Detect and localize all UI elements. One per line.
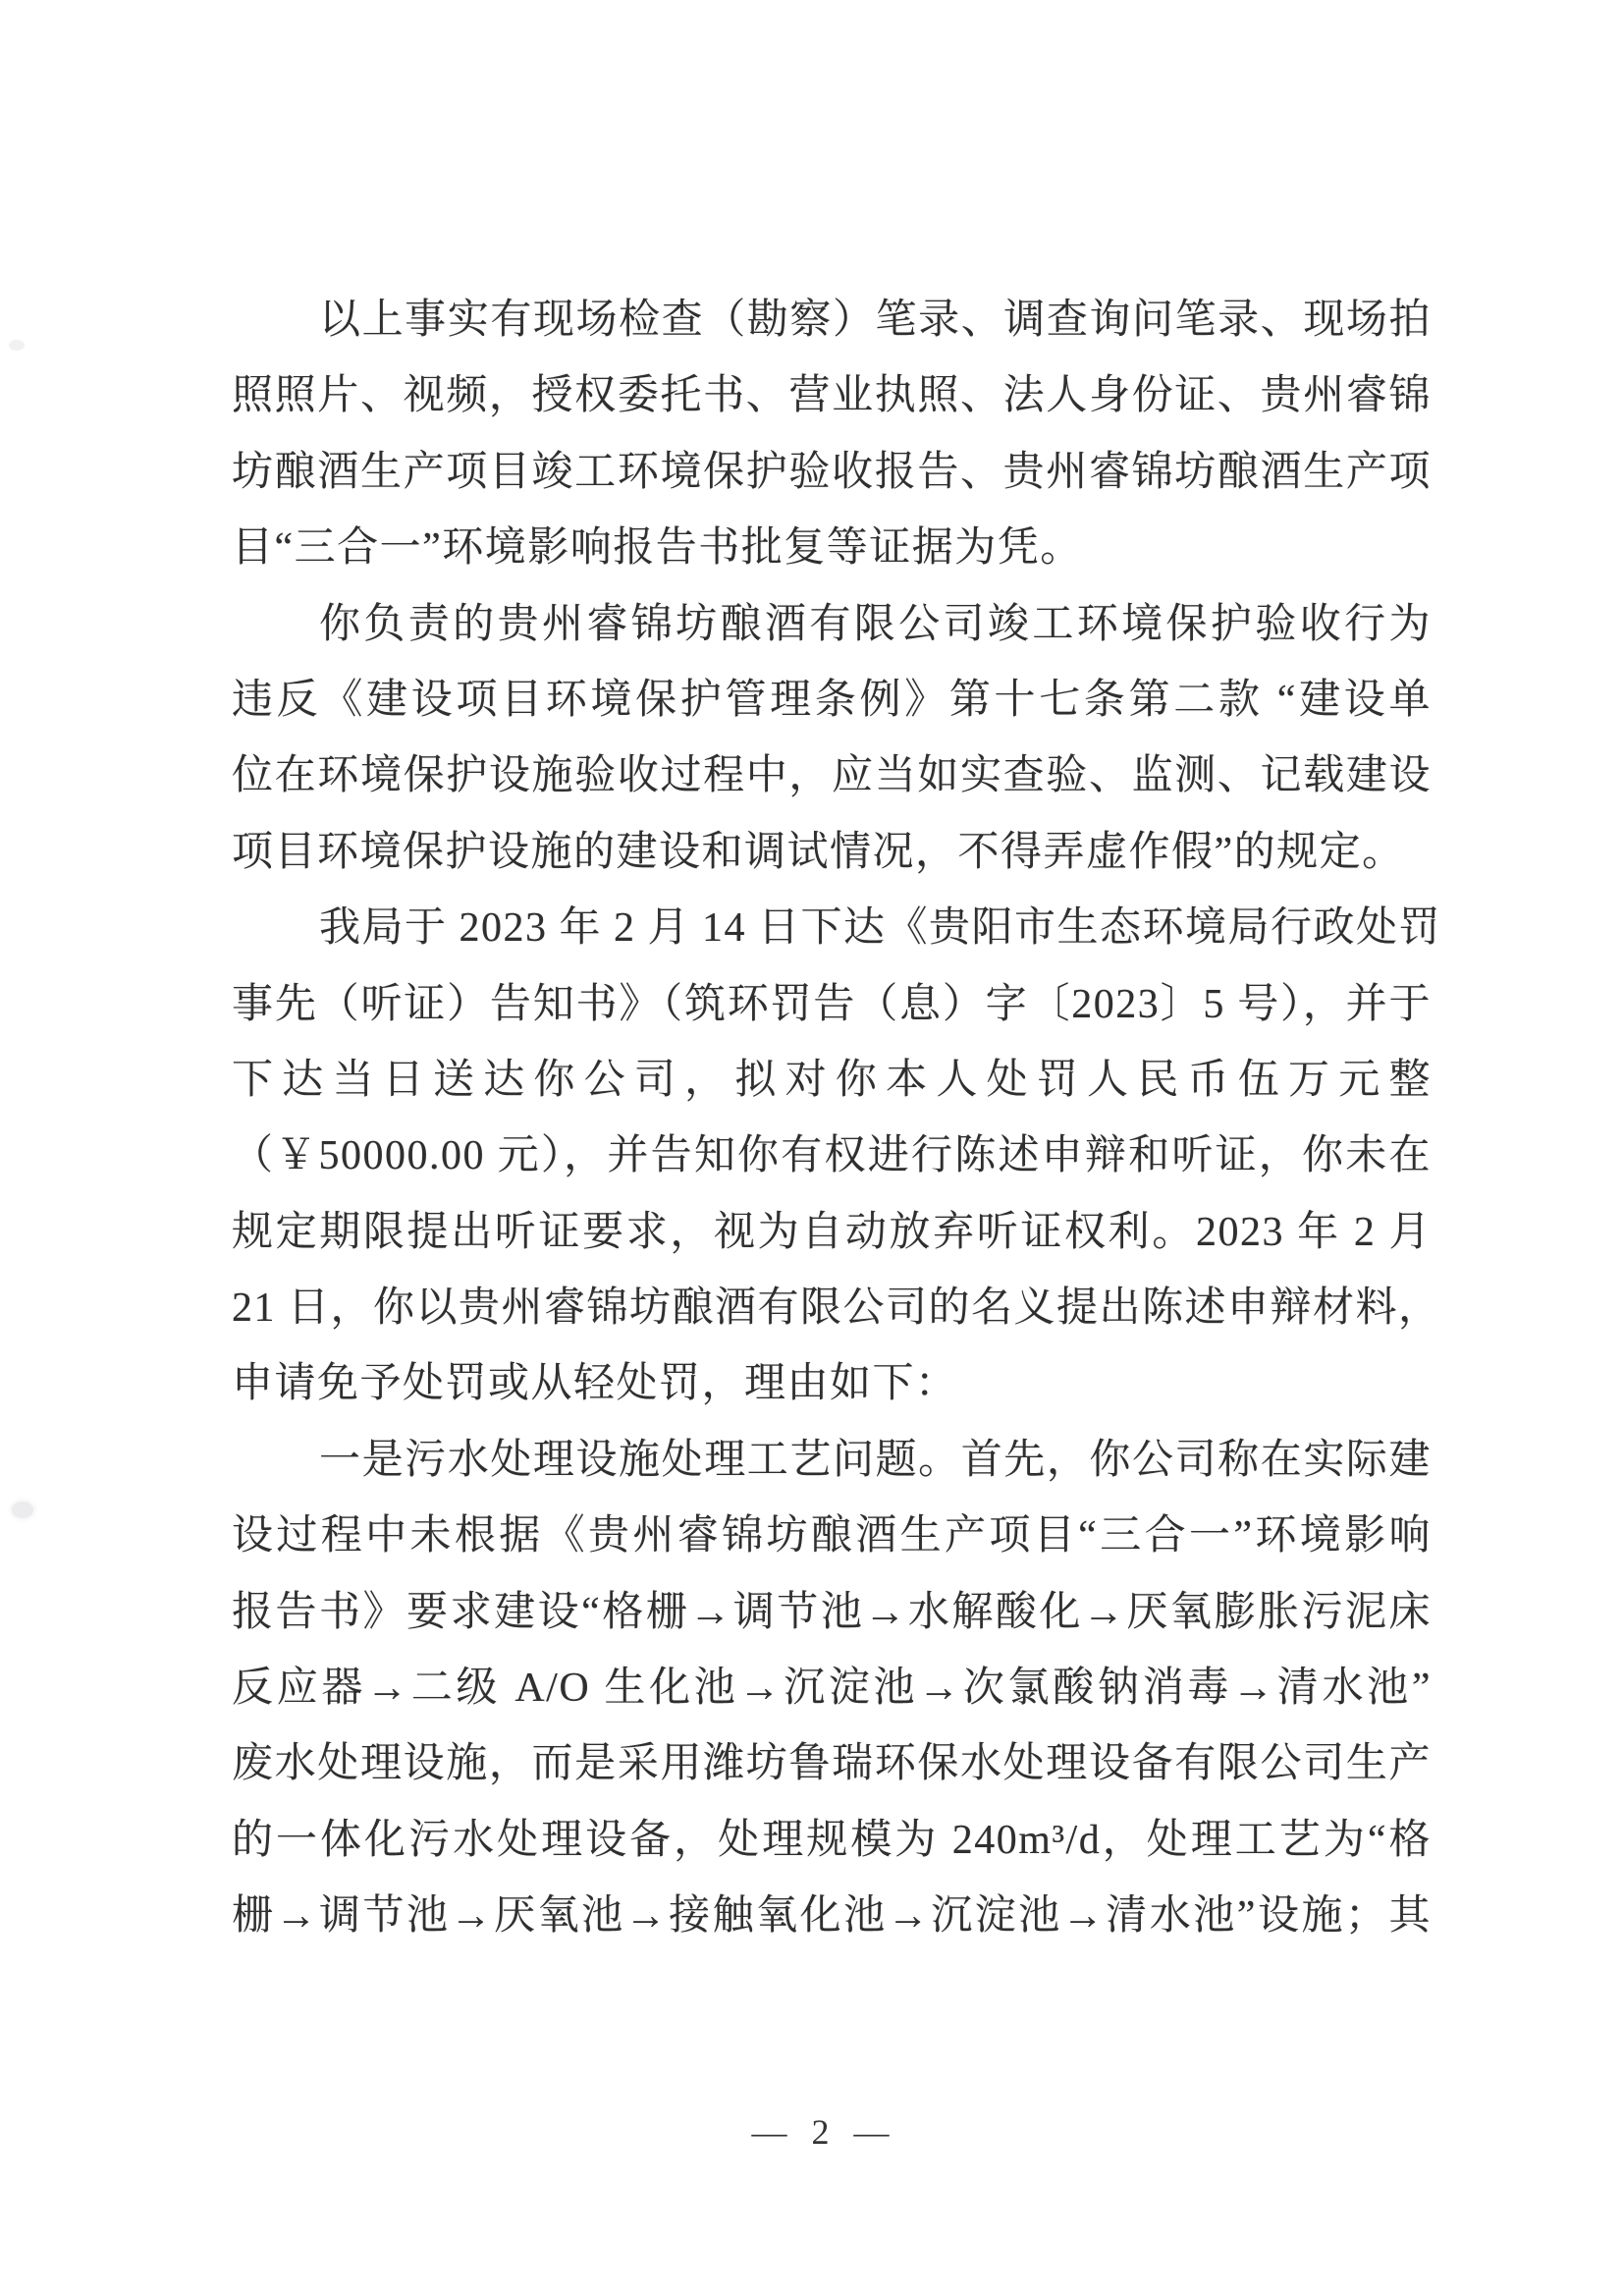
- document-line: 设过程中未根据《贵州睿锦坊酿酒生产项目“三合一”环境影响: [232, 1513, 1432, 1559]
- document-line: 21 日，你以贵州睿锦坊酿酒有限公司的名义提出陈述申辩材料，: [232, 1285, 1441, 1332]
- document-line: 事先（听证）告知书》（筑环罚告（息）字〔2023〕5 号），并于: [232, 981, 1432, 1027]
- paragraph: [232, 587, 1432, 892]
- scan-artifact: [9, 340, 25, 351]
- document-line: 位在环境保护设施验收过程中，应当如实查验、监测、记载建设: [232, 753, 1432, 799]
- document-line: 报告书》要求建设“格栅→调节池→水解酸化→厌氧膨胀污泥床: [232, 1589, 1432, 1635]
- document-line: 规定期限提出听证要求，视为自动放弃听证权利。2023 年 2 月: [232, 1209, 1432, 1255]
- document-body: [232, 283, 1442, 1955]
- document-line: 坊酿酒生产项目竣工环境保护验收报告、贵州睿锦坊酿酒生产项: [232, 449, 1432, 495]
- document-line: 下达当日送达你公司，拟对你本人处罚人民币伍万元整: [232, 1057, 1432, 1103]
- scan-artifact: [12, 1502, 33, 1518]
- document-line: 我局于 2023 年 2 月 14 日下达《贵阳市生态环境局行政处罚: [319, 905, 1442, 952]
- document-line: 的一体化污水处理设备，处理规模为 240m³/d，处理工艺为“格: [232, 1817, 1432, 1863]
- document-line: 申请免予处罚或从轻处罚，理由如下：: [232, 1361, 958, 1407]
- paragraph: [232, 891, 1442, 1423]
- paragraph: [232, 1423, 1432, 1955]
- document-line: 废水处理设施，而是采用潍坊鲁瑞环保水处理设备有限公司生产: [232, 1741, 1432, 1787]
- document-line: 照照片、视频，授权委托书、营业执照、法人身份证、贵州睿锦: [232, 373, 1432, 419]
- document-line: 目“三合一”环境影响报告书批复等证据为凭。: [232, 525, 1083, 572]
- document-line: 项目环境保护设施的建设和调试情况，不得弄虚作假”的规定。: [232, 829, 1405, 875]
- document-line: （￥50000.00 元），并告知你有权进行陈述申辩和听证，你未在: [232, 1133, 1432, 1179]
- document-line: 违反《建设项目环境保护管理条例》第十七条第二款 “建设单: [232, 677, 1432, 723]
- document-line: 反应器→二级 A/O 生化池→沉淀池→次氯酸钠消毒→清水池”: [232, 1666, 1432, 1712]
- document-line: 一是污水处理设施处理工艺问题。首先，你公司称在实际建: [319, 1437, 1432, 1483]
- document-line: 你负责的贵州睿锦坊酿酒有限公司竣工环境保护验收行为: [319, 601, 1432, 647]
- page-number: — 2 —: [751, 2112, 897, 2152]
- paragraph: [232, 283, 1432, 587]
- document-line: 以上事实有现场检查（勘察）笔录、调查询问笔录、现场拍: [319, 298, 1432, 343]
- document-line: 栅→调节池→厌氧池→接触氧化池→沉淀池→清水池”设施；其: [232, 1893, 1432, 1940]
